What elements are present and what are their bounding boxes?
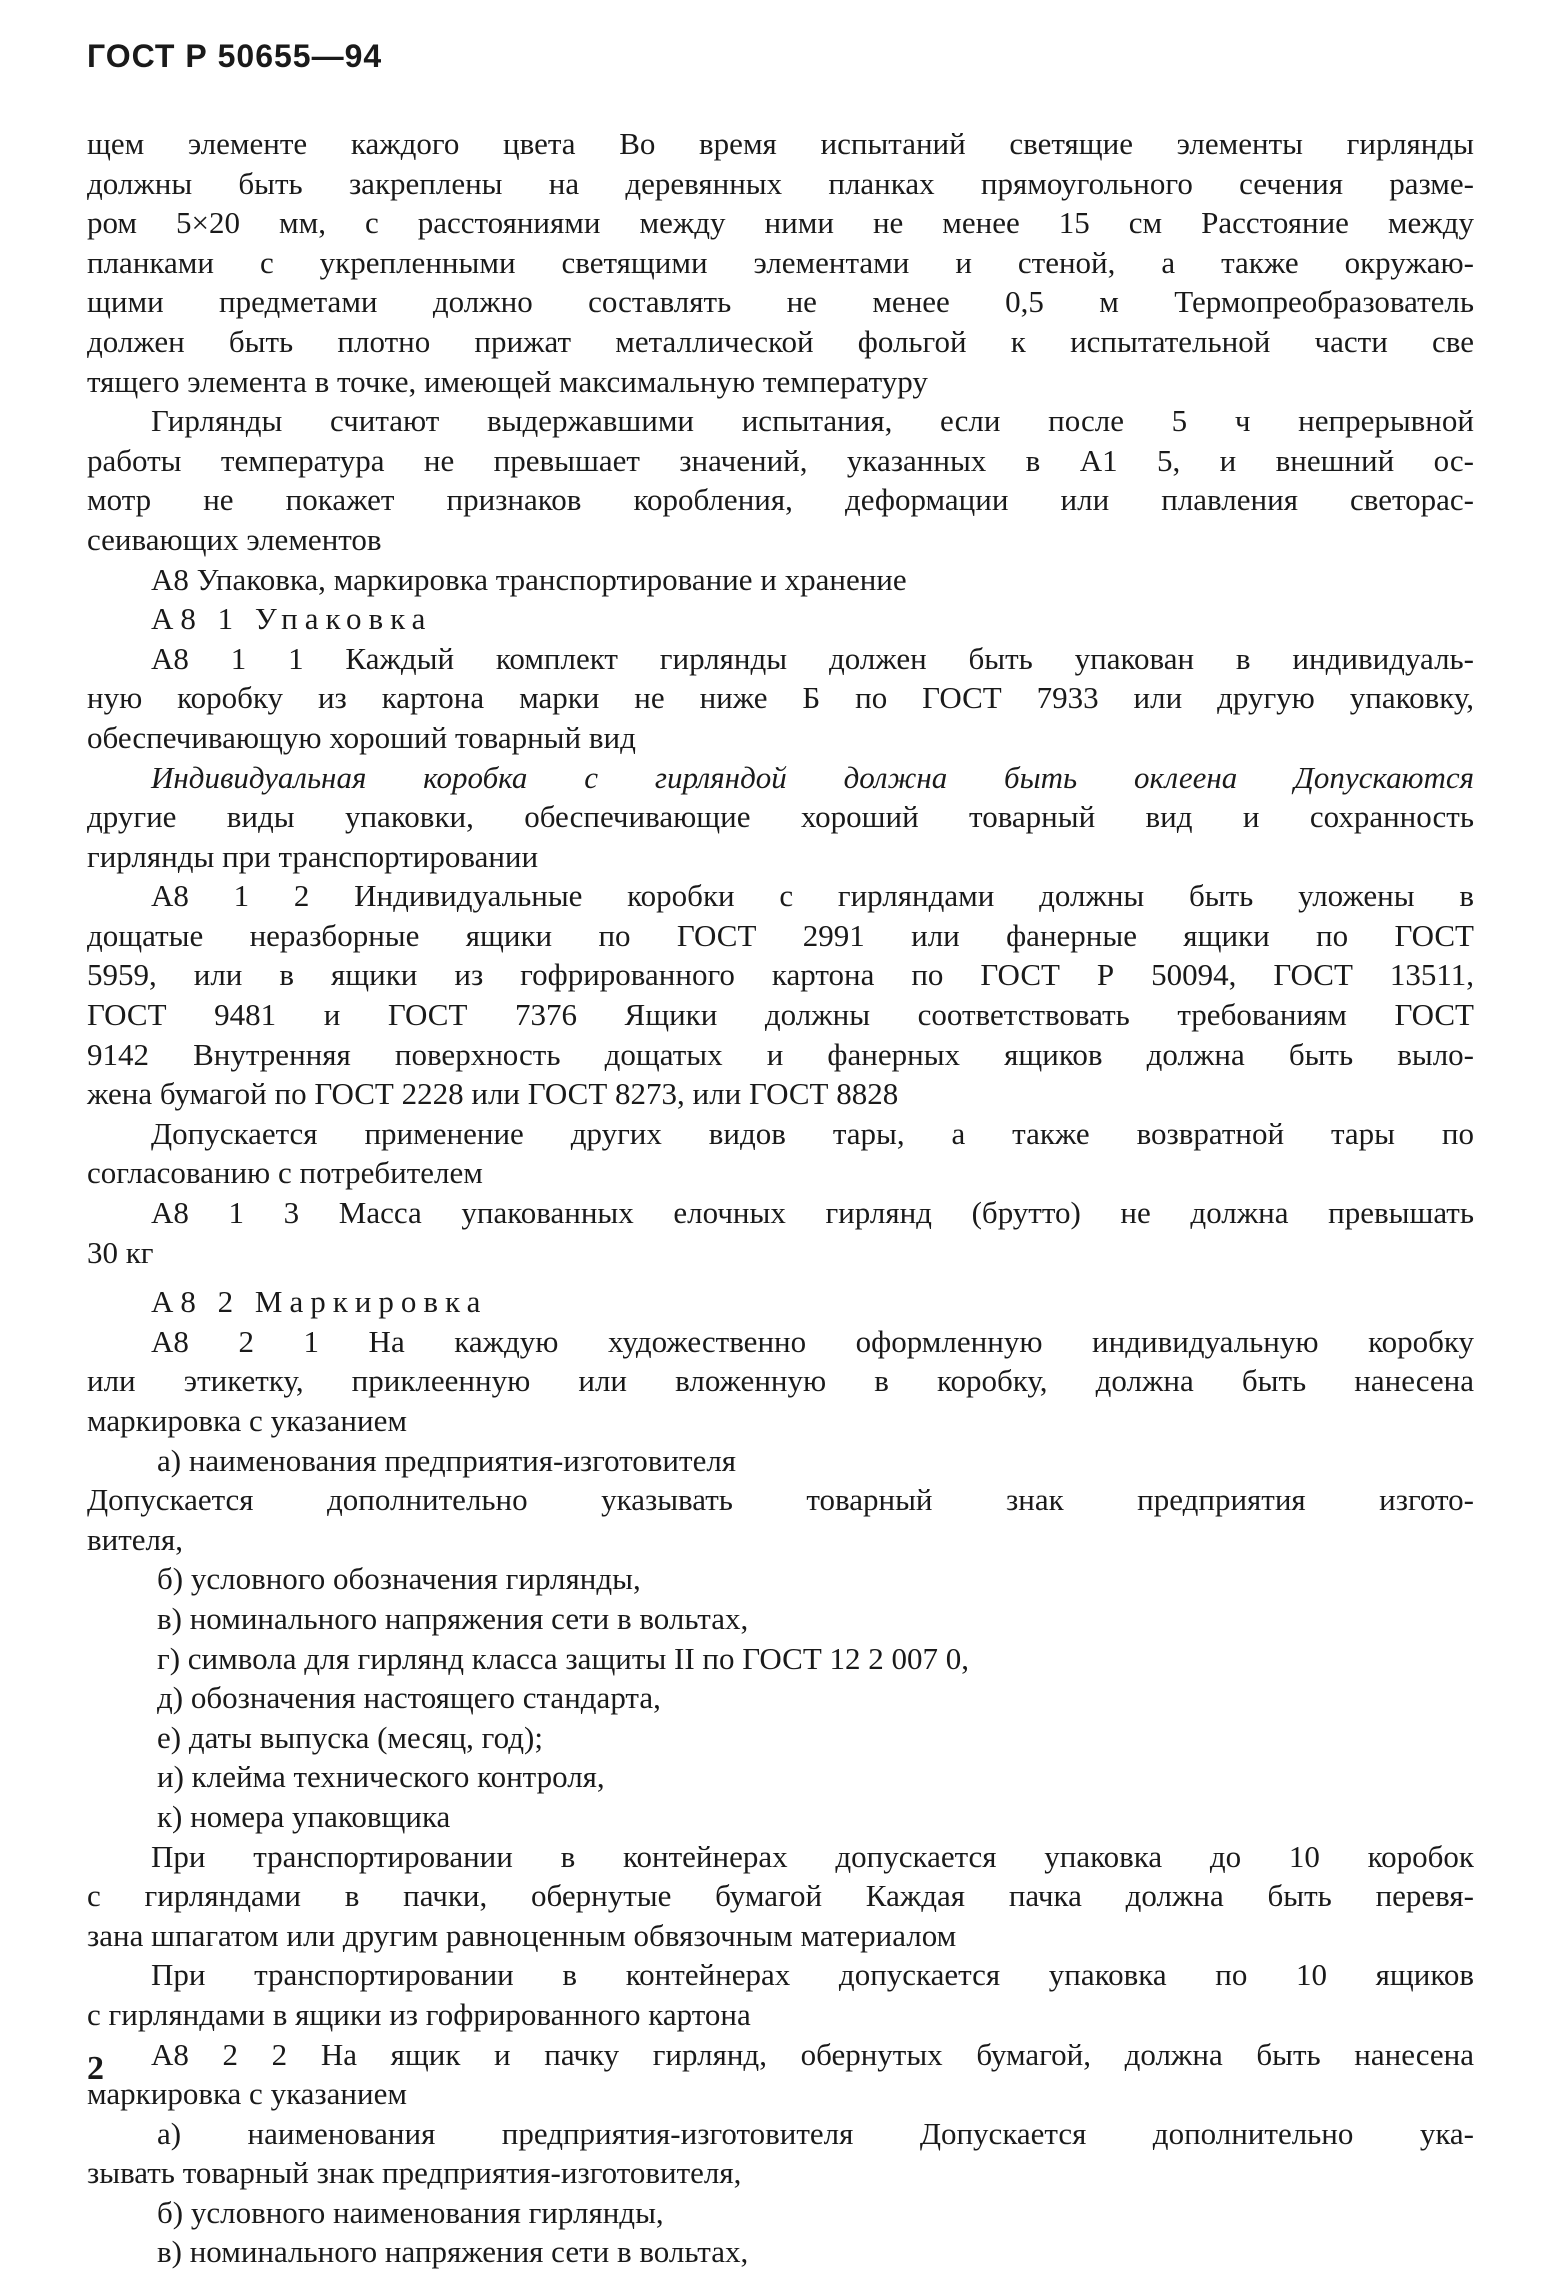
text-line: зывать товарный знак предприятия-изготовителя, bbox=[87, 2155, 742, 2191]
list-item: к) номера упаковщика bbox=[157, 1798, 451, 1834]
text-line: или этикетку, приклеенную или вложенную в коробку, должна быть нанесена bbox=[87, 1363, 1474, 1399]
text-line: работы температура не превышает значений, указанных в А1 5, и внешний ос- bbox=[87, 442, 1474, 478]
text-line: ную коробку из картона марки не ниже Б по ГОСТ 7933 или другую упаковку, bbox=[87, 680, 1474, 716]
text-line: другие виды упаковки, обеспечивающие хороший товарный вид и сохранность bbox=[87, 799, 1474, 835]
text-line: щем элементе каждого цвета Во время испытаний светящие элементы гирлянды bbox=[87, 126, 1474, 161]
list-item: а) наименования предприятия-изготовителя bbox=[157, 1442, 737, 1478]
list-item: в) номинального напряжения сети в вольтах, bbox=[157, 2234, 749, 2270]
text-line: обеспечивающую хороший товарный вид bbox=[87, 719, 636, 755]
text-line: Гирлянды считают выдержавшими испытания, если после 5 ч непрерывной bbox=[151, 403, 1474, 439]
text-line: щими предметами должно составлять не менее 0,5 м Термопреобразователь bbox=[87, 284, 1474, 320]
text-line: согласованию с потребителем bbox=[87, 1155, 483, 1191]
list-item: г) символа для гирлянд класса защиты II по ГОСТ 12 2 007 0, bbox=[157, 1640, 970, 1676]
list-item: е) даты выпуска (месяц, год); bbox=[157, 1719, 543, 1755]
text-line: маркировка с указанием bbox=[87, 1403, 407, 1438]
text-line: А8 1 2 Индивидуальные коробки с гирляндами должны быть уложены в bbox=[151, 878, 1474, 914]
list-item: д) обозначения настоящего стандарта, bbox=[157, 1680, 661, 1716]
section-heading: А8 Упаковка, маркировка транспортирование и хранение bbox=[151, 561, 907, 597]
text-line: должны быть закреплены на деревянных планках прямоугольного сечения разме- bbox=[87, 165, 1474, 201]
text-line: планками с укрепленными светящими элементами и стеной, а также окружаю- bbox=[87, 244, 1474, 280]
subsection-heading: А8 1 Упаковка bbox=[151, 601, 433, 637]
list-item: б) условного наименования гирлянды, bbox=[157, 2194, 664, 2230]
text-line: с гирляндами в пачки, обернутые бумагой Каждая пачка должна быть перевя- bbox=[87, 1878, 1474, 1914]
text-line: ром 5×20 мм, с расстояниями между ними не менее 15 см Расстояние между bbox=[87, 205, 1474, 241]
text-line: ГОСТ 9481 и ГОСТ 7376 Ящики должны соответствовать требованиям ГОСТ bbox=[87, 997, 1474, 1033]
subsection-heading: А8 2 Маркировка bbox=[151, 1284, 488, 1320]
text-line: маркировка с указанием bbox=[87, 2076, 407, 2112]
text-line: тящего элемента в точке, имеющей максимальную температуру bbox=[87, 363, 928, 399]
document-body bbox=[87, 124, 1474, 2272]
text-line: 9142 Внутренняя поверхность дощатых и фанерных ящиков должна быть выло- bbox=[87, 1036, 1474, 1072]
text-line: 5959, или в ящики из гофрированного картона по ГОСТ Р 50094, ГОСТ 13511, bbox=[87, 957, 1474, 993]
text-line: При транспортировании в контейнерах допускается упаковка до 10 коробок bbox=[151, 1838, 1474, 1874]
text-line: дощатые неразборные ящики по ГОСТ 2991 или фанерные ящики по ГОСТ bbox=[87, 917, 1474, 953]
list-item: б) условного обозначения гирлянды, bbox=[157, 1561, 641, 1597]
document-header: ГОСТ Р 50655—94 bbox=[87, 38, 383, 74]
text-line: А8 2 1 На каждую художественно оформленную индивидуальную коробку bbox=[151, 1323, 1474, 1359]
text-line: гирлянды при транспортировании bbox=[87, 838, 539, 874]
list-item: а) наименования предприятия-изготовителя Допускается дополнительно ука- bbox=[157, 2115, 1474, 2151]
text-line: 30 кг bbox=[87, 1234, 154, 1270]
text-line: Допускается применение других видов тары, а также возвратной тары по bbox=[151, 1115, 1474, 1151]
text-line: А8 1 1 Каждый комплект гирлянды должен быть упакован в индивидуаль- bbox=[151, 640, 1474, 676]
text-line: жена бумагой по ГОСТ 2228 или ГОСТ 8273, или ГОСТ 8828 bbox=[87, 1076, 899, 1112]
text-line: При транспортировании в контейнерах допускается упаковка по 10 ящиков bbox=[151, 1957, 1474, 1993]
text-line: зана шпагатом или другим равноценным обвязочным материалом bbox=[87, 1917, 957, 1953]
text-line: с гирляндами в ящики из гофрированного картона bbox=[87, 1996, 751, 2032]
page-number: 2 bbox=[87, 2050, 104, 2087]
text-line: Допускается дополнительно указывать товарный знак предприятия изгото- bbox=[87, 1482, 1474, 1518]
text-line: Индивидуальная коробка с гирляндой должна быть оклеена Допускаются bbox=[151, 759, 1474, 795]
list-item: и) клейма технического контроля, bbox=[157, 1759, 605, 1795]
text-line: вителя, bbox=[87, 1521, 184, 1557]
text-line: мотр не покажет признаков коробления, деформации или плавления светорас- bbox=[87, 482, 1474, 518]
list-item: в) номинального напряжения сети в вольтах, bbox=[157, 1600, 749, 1636]
text-line: А8 1 3 Масса упакованных елочных гирлянд (брутто) не должна превышать bbox=[151, 1195, 1474, 1231]
text-line: должен быть плотно прижат металлической фольгой к испытательной части све bbox=[87, 323, 1474, 359]
text-line: сеивающих элементов bbox=[87, 521, 382, 557]
text-line: А8 2 2 На ящик и пачку гирлянд, обернутых бумагой, должна быть нанесена bbox=[151, 2036, 1474, 2072]
